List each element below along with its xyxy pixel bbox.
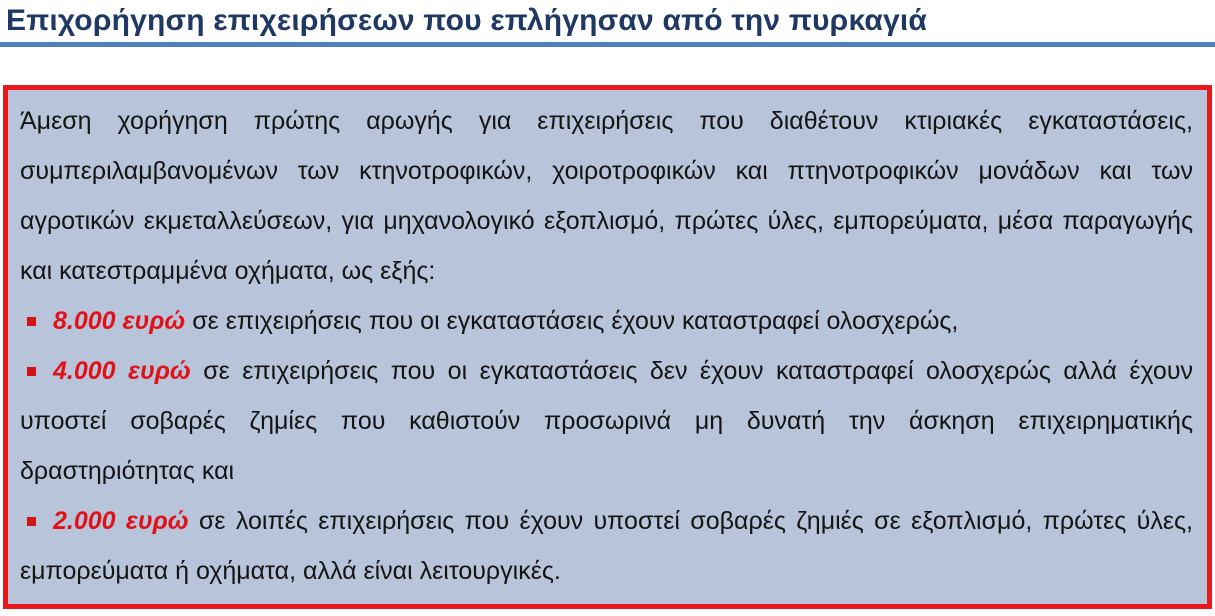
intro-paragraph: Άμεση χορήγηση πρώτης αρωγής για επιχειρήσεις που διαθέτουν κτιριακές εγκαταστάσεις, συμπεριλαμβανομένων των κτηνοτροφικών, χοιροτροφικών και πτηνοτροφικών μονάδων και των αγροτικών εκμεταλλεύσεων, για μηχανολογικό εξοπλισμό, πρώτες ύλες, εμπορεύματα, μέσα παραγωγής και κατεστραμμένα οχήματα, ως εξής: xyxy=(20,107,1193,285)
bullet-amount: 2.000 ευρώ xyxy=(53,507,189,535)
bullet-item-4000 xyxy=(20,346,1193,496)
bullet-item-2000 xyxy=(20,496,1193,596)
content-box xyxy=(3,85,1212,609)
bullet-text: σε επιχειρήσεις που οι εγκαταστάσεις έχουν καταστραφεί ολοσχερώς, xyxy=(192,307,959,335)
bullet-text: σε επιχειρήσεις που οι εγκαταστάσεις δεν έχουν καταστραφεί ολοσχερώς αλλά έχουν υποστεί σοβαρές ζημίες που καθιστούν προσωρινά μη δυνατή την άσκηση επιχειρηματικής δραστηριότητας και xyxy=(20,357,1193,485)
title-block xyxy=(0,0,1215,47)
bullet-amount: 4.000 ευρώ xyxy=(53,357,191,385)
red-square-bullet-icon xyxy=(27,317,36,326)
bullet-text: σε λοιπές επιχειρήσεις που έχουν υποστεί σοβαρές ζημιές σε εξοπλισμό, πρώτες ύλες, εμπορεύματα ή οχήματα, αλλά είναι λειτουργικές. xyxy=(20,507,1193,585)
red-square-bullet-icon xyxy=(27,367,36,376)
bullet-amount: 8.000 ευρώ xyxy=(53,307,186,335)
bullet-item-8000 xyxy=(20,296,1193,346)
red-square-bullet-icon xyxy=(27,517,36,526)
page-title: Επιχορήγηση επιχειρήσεων που επλήγησαν από την πυρκαγιά xyxy=(6,4,928,37)
